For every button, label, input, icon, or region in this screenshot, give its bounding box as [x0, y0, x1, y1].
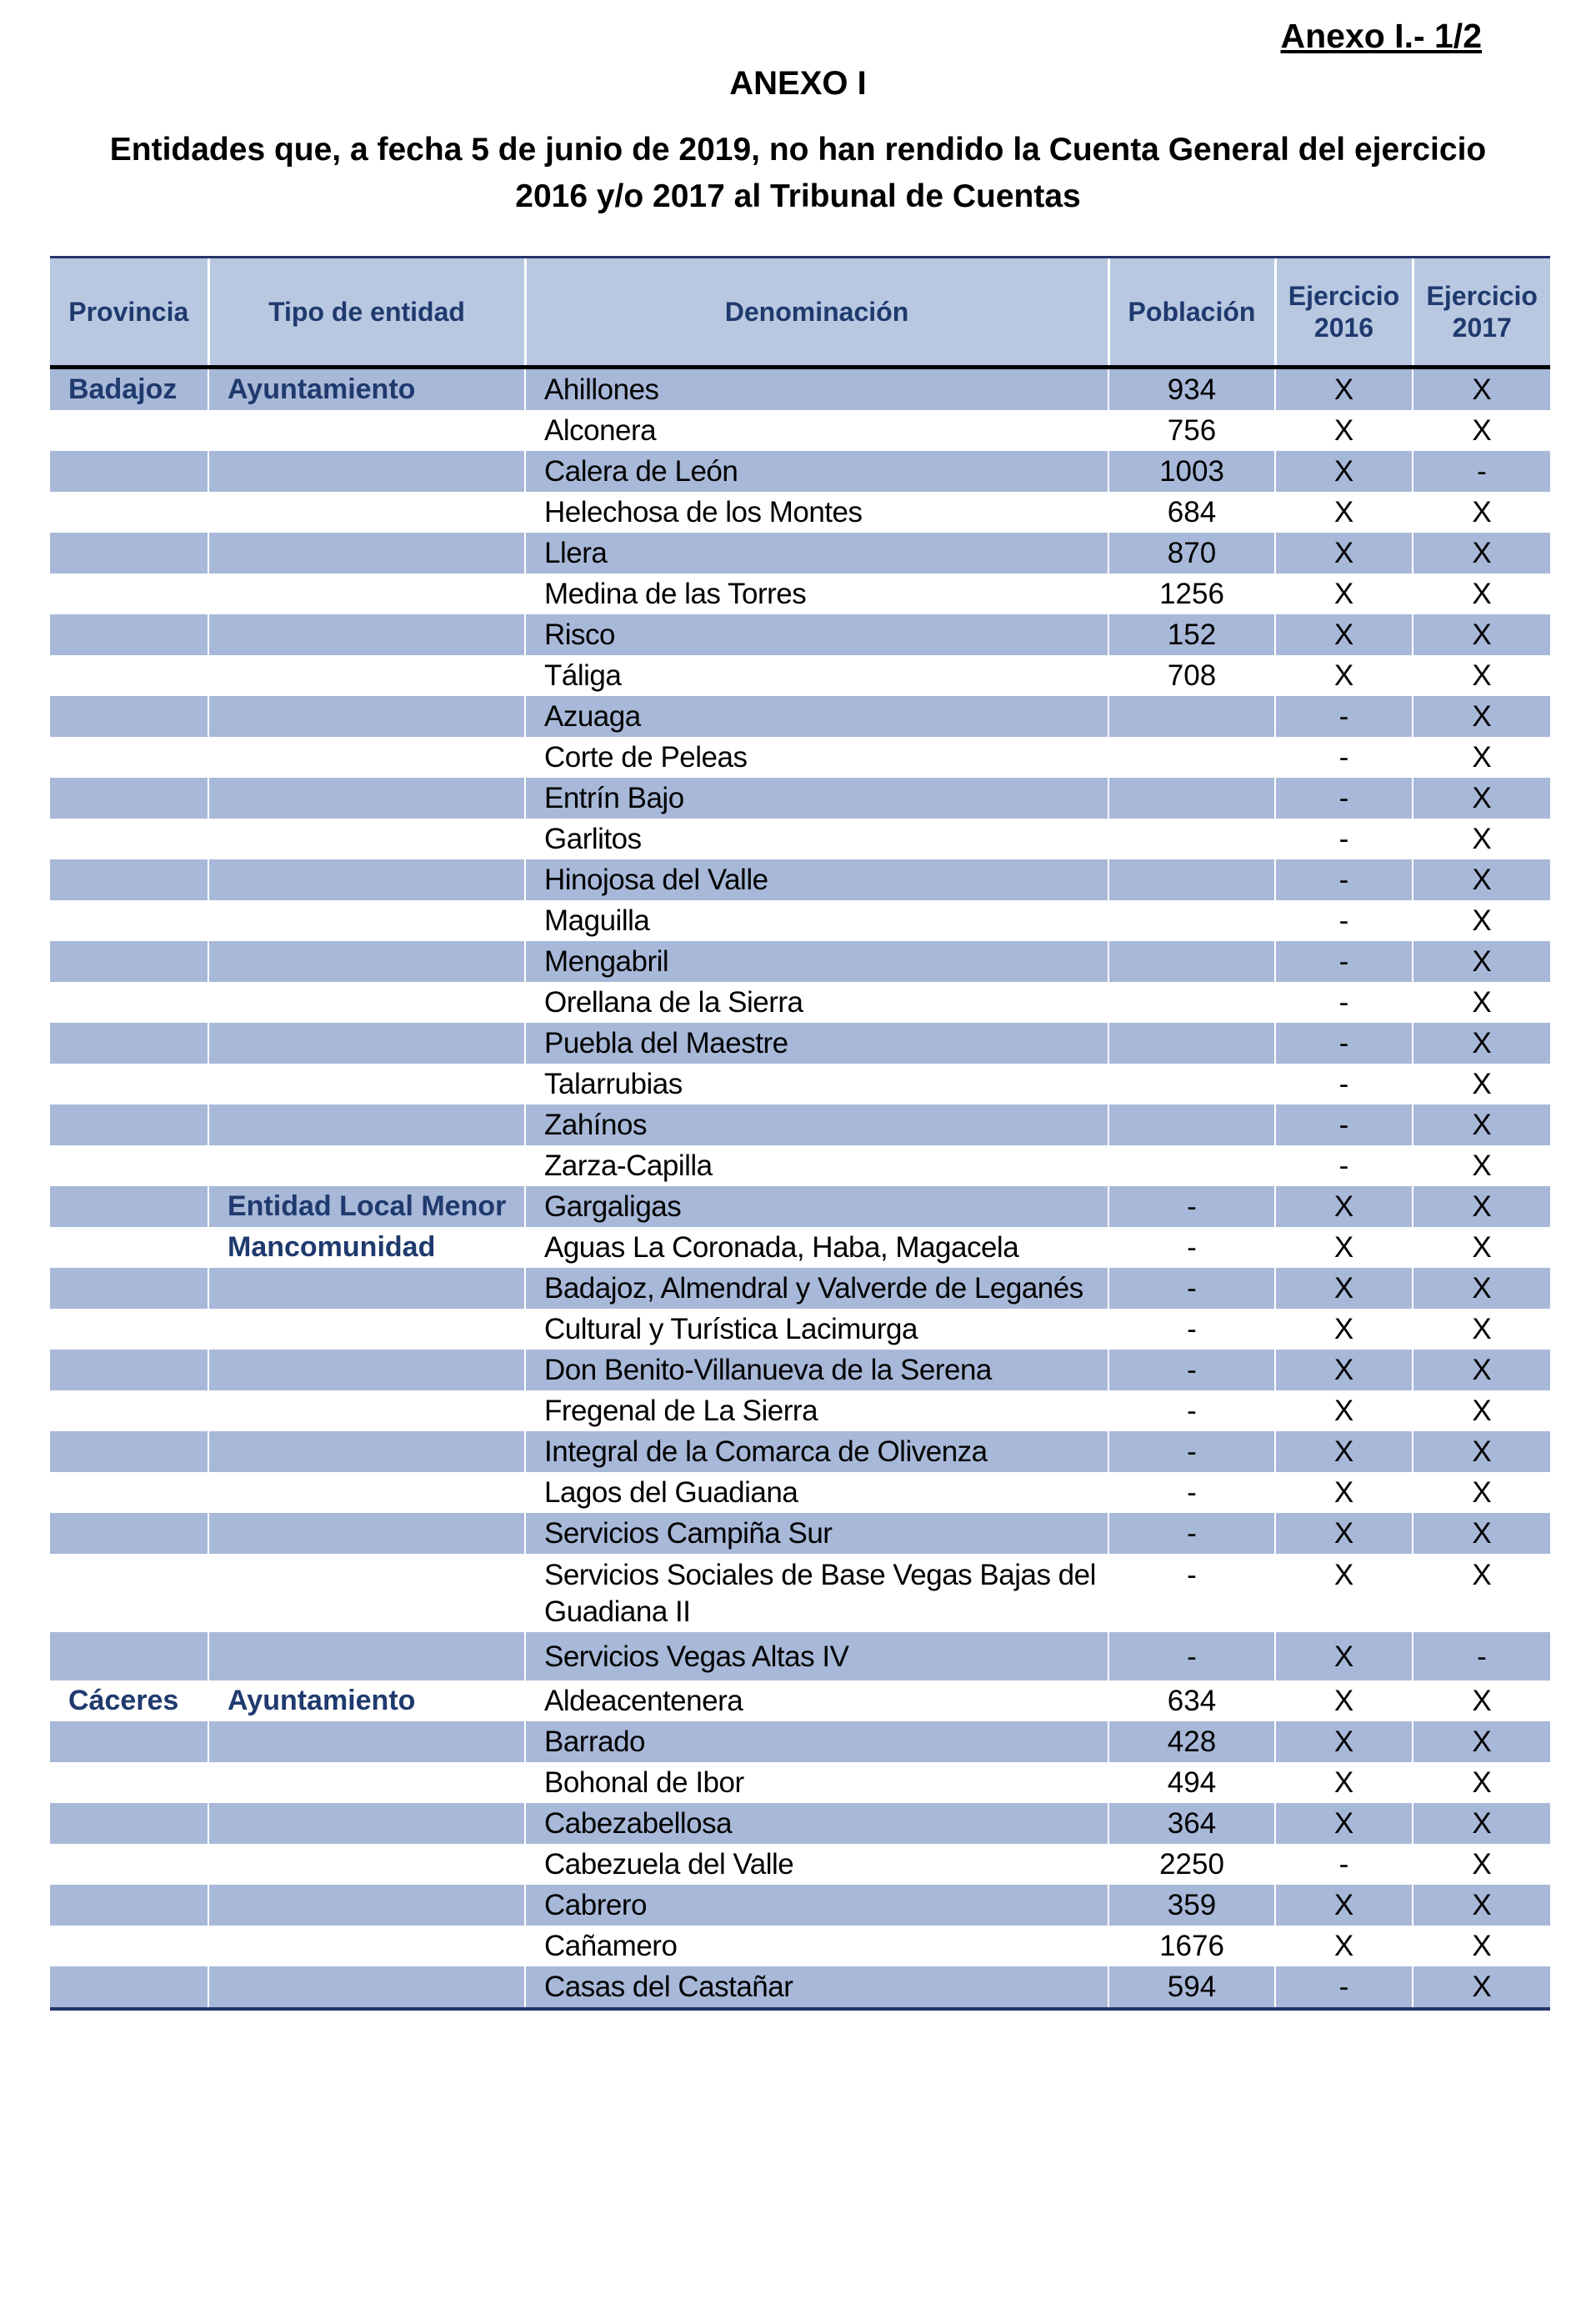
table-row — [50, 1472, 1550, 1513]
cell-ejercicio-2016: X — [1275, 1721, 1413, 1762]
cell-ejercicio-2016: X — [1275, 1268, 1413, 1309]
cell-tipo — [208, 819, 525, 859]
cell-poblacion: - — [1108, 1309, 1275, 1350]
column-header-ejercicio-2017-line2: 2017 — [1452, 313, 1512, 343]
cell-ejercicio-2017: X — [1413, 614, 1550, 655]
cell-ejercicio-2016: - — [1275, 696, 1413, 737]
cell-ejercicio-2017: X — [1413, 573, 1550, 614]
cell-denominacion: Mengabril — [525, 941, 1108, 982]
cell-ejercicio-2017: X — [1413, 696, 1550, 737]
cell-poblacion: - — [1108, 1472, 1275, 1513]
cell-poblacion: 684 — [1108, 492, 1275, 533]
cell-tipo — [208, 1268, 525, 1309]
cell-tipo — [208, 614, 525, 655]
cell-poblacion — [1108, 900, 1275, 941]
cell-ejercicio-2016: - — [1275, 941, 1413, 982]
cell-poblacion: 428 — [1108, 1721, 1275, 1762]
cell-poblacion: - — [1108, 1513, 1275, 1554]
cell-provincia — [50, 737, 208, 778]
cell-denominacion: Llera — [525, 533, 1108, 573]
cell-provincia — [50, 1309, 208, 1350]
cell-tipo — [208, 1350, 525, 1390]
cell-tipo — [208, 492, 525, 533]
cell-poblacion: 756 — [1108, 410, 1275, 451]
table-row — [50, 696, 1550, 737]
cell-ejercicio-2016: X — [1275, 1390, 1413, 1431]
table-row — [50, 737, 1550, 778]
cell-denominacion: Don Benito-Villanueva de la Serena — [525, 1350, 1108, 1390]
cell-denominacion: Zarza-Capilla — [525, 1145, 1108, 1186]
table-row — [50, 1632, 1550, 1680]
table-row — [50, 1844, 1550, 1885]
cell-poblacion: - — [1108, 1227, 1275, 1268]
cell-denominacion: Maguilla — [525, 900, 1108, 941]
cell-ejercicio-2016: X — [1275, 1554, 1413, 1632]
cell-tipo — [208, 1431, 525, 1472]
cell-tipo — [208, 1844, 525, 1885]
cell-ejercicio-2016: - — [1275, 1844, 1413, 1885]
cell-provincia — [50, 1632, 208, 1680]
cell-ejercicio-2016: X — [1275, 1803, 1413, 1844]
cell-poblacion: 1003 — [1108, 451, 1275, 492]
cell-denominacion: Cabrero — [525, 1885, 1108, 1926]
column-header-ejercicio-2016-line1: Ejercicio — [1288, 281, 1400, 311]
column-header-poblacion: Población — [1108, 258, 1275, 368]
cell-ejercicio-2016: X — [1275, 410, 1413, 451]
column-header-tipo: Tipo de entidad — [208, 258, 525, 368]
cell-provincia — [50, 1885, 208, 1926]
cell-provincia — [50, 1350, 208, 1390]
cell-denominacion: Azuaga — [525, 696, 1108, 737]
cell-denominacion: Lagos del Guadiana — [525, 1472, 1108, 1513]
cell-ejercicio-2016: X — [1275, 655, 1413, 696]
cell-tipo — [208, 1803, 525, 1844]
cell-tipo — [208, 1885, 525, 1926]
cell-poblacion: - — [1108, 1268, 1275, 1309]
cell-provincia — [50, 1227, 208, 1268]
cell-ejercicio-2016: - — [1275, 1064, 1413, 1104]
cell-denominacion: Alconera — [525, 410, 1108, 451]
cell-poblacion: 359 — [1108, 1885, 1275, 1926]
cell-ejercicio-2017: X — [1413, 1966, 1550, 2009]
cell-denominacion: Cabezabellosa — [525, 1803, 1108, 1844]
cell-ejercicio-2016: X — [1275, 1309, 1413, 1350]
cell-denominacion: Cañamero — [525, 1926, 1108, 1966]
cell-provincia — [50, 1064, 208, 1104]
cell-ejercicio-2017: X — [1413, 1472, 1550, 1513]
cell-ejercicio-2016: - — [1275, 900, 1413, 941]
table-row — [50, 1350, 1550, 1390]
cell-tipo — [208, 573, 525, 614]
cell-poblacion — [1108, 778, 1275, 819]
table-header — [50, 258, 1550, 368]
cell-ejercicio-2016: - — [1275, 1966, 1413, 2009]
cell-provincia — [50, 982, 208, 1023]
cell-provincia: Badajoz — [50, 368, 208, 411]
cell-poblacion: 708 — [1108, 655, 1275, 696]
cell-tipo — [208, 900, 525, 941]
cell-ejercicio-2016: X — [1275, 1513, 1413, 1554]
cell-provincia — [50, 1966, 208, 2009]
cell-denominacion: Risco — [525, 614, 1108, 655]
cell-poblacion: 594 — [1108, 1966, 1275, 2009]
cell-tipo — [208, 1721, 525, 1762]
cell-ejercicio-2016: - — [1275, 982, 1413, 1023]
cell-provincia — [50, 1554, 208, 1632]
cell-ejercicio-2017: X — [1413, 1309, 1550, 1350]
cell-ejercicio-2017: X — [1413, 1268, 1550, 1309]
cell-ejercicio-2017: X — [1413, 982, 1550, 1023]
cell-ejercicio-2017: X — [1413, 1762, 1550, 1803]
table-row — [50, 1104, 1550, 1145]
cell-ejercicio-2017: X — [1413, 533, 1550, 573]
column-header-provincia: Provincia — [50, 258, 208, 368]
cell-poblacion: 1676 — [1108, 1926, 1275, 1966]
cell-provincia — [50, 1844, 208, 1885]
cell-poblacion — [1108, 737, 1275, 778]
cell-ejercicio-2017: X — [1413, 737, 1550, 778]
cell-ejercicio-2016: - — [1275, 737, 1413, 778]
cell-provincia — [50, 655, 208, 696]
column-header-ejercicio-2017 — [1413, 258, 1550, 368]
cell-tipo: Entidad Local Menor — [208, 1186, 525, 1227]
cell-denominacion: Hinojosa del Valle — [525, 859, 1108, 900]
cell-ejercicio-2017: X — [1413, 1023, 1550, 1064]
cell-ejercicio-2017: X — [1413, 1390, 1550, 1431]
table-row — [50, 1966, 1550, 2009]
cell-provincia — [50, 1803, 208, 1844]
column-header-ejercicio-2017-line1: Ejercicio — [1426, 281, 1538, 311]
cell-ejercicio-2017: X — [1413, 1064, 1550, 1104]
cell-tipo — [208, 1104, 525, 1145]
cell-poblacion: 364 — [1108, 1803, 1275, 1844]
table-row — [50, 1513, 1550, 1554]
cell-poblacion — [1108, 982, 1275, 1023]
cell-tipo — [208, 410, 525, 451]
cell-ejercicio-2016: - — [1275, 1104, 1413, 1145]
cell-ejercicio-2017: X — [1413, 819, 1550, 859]
cell-ejercicio-2016: X — [1275, 1186, 1413, 1227]
table-row — [50, 368, 1550, 411]
cell-ejercicio-2016: X — [1275, 1926, 1413, 1966]
cell-provincia — [50, 1762, 208, 1803]
table-row — [50, 1309, 1550, 1350]
cell-tipo — [208, 1926, 525, 1966]
cell-ejercicio-2017: X — [1413, 1680, 1550, 1721]
cell-denominacion: Corte de Peleas — [525, 737, 1108, 778]
cell-ejercicio-2016: X — [1275, 1227, 1413, 1268]
cell-provincia: Cáceres — [50, 1680, 208, 1721]
cell-denominacion: Entrín Bajo — [525, 778, 1108, 819]
cell-ejercicio-2017: - — [1413, 451, 1550, 492]
cell-provincia — [50, 819, 208, 859]
cell-ejercicio-2017: X — [1413, 1885, 1550, 1926]
cell-denominacion: Garlitos — [525, 819, 1108, 859]
cell-provincia — [50, 614, 208, 655]
cell-tipo — [208, 1472, 525, 1513]
cell-tipo — [208, 655, 525, 696]
cell-denominacion: Calera de León — [525, 451, 1108, 492]
page-title: ANEXO I — [729, 65, 867, 102]
cell-poblacion — [1108, 1145, 1275, 1186]
cell-tipo — [208, 1762, 525, 1803]
cell-denominacion: Puebla del Maestre — [525, 1023, 1108, 1064]
cell-provincia — [50, 533, 208, 573]
cell-ejercicio-2016: - — [1275, 1145, 1413, 1186]
cell-denominacion: Talarrubias — [525, 1064, 1108, 1104]
table-row — [50, 859, 1550, 900]
table-row — [50, 778, 1550, 819]
cell-ejercicio-2017: X — [1413, 1186, 1550, 1227]
cell-poblacion: 494 — [1108, 1762, 1275, 1803]
cell-ejercicio-2017: X — [1413, 859, 1550, 900]
cell-ejercicio-2017: X — [1413, 1513, 1550, 1554]
cell-tipo: Mancomunidad — [208, 1227, 525, 1268]
cell-provincia — [50, 941, 208, 982]
table-row — [50, 941, 1550, 982]
cell-provincia — [50, 1926, 208, 1966]
cell-poblacion: - — [1108, 1186, 1275, 1227]
cell-tipo — [208, 696, 525, 737]
cell-ejercicio-2017: X — [1413, 1227, 1550, 1268]
cell-poblacion: 934 — [1108, 368, 1275, 411]
column-header-ejercicio-2016-line2: 2016 — [1313, 313, 1374, 343]
table-row — [50, 533, 1550, 573]
cell-provincia — [50, 1104, 208, 1145]
cell-ejercicio-2016: - — [1275, 1023, 1413, 1064]
cell-poblacion: - — [1108, 1431, 1275, 1472]
cell-ejercicio-2017: X — [1413, 1721, 1550, 1762]
cell-tipo — [208, 941, 525, 982]
cell-tipo — [208, 451, 525, 492]
cell-provincia — [50, 410, 208, 451]
cell-poblacion: 2250 — [1108, 1844, 1275, 1885]
table-row — [50, 451, 1550, 492]
cell-tipo: Ayuntamiento — [208, 1680, 525, 1721]
cell-tipo — [208, 737, 525, 778]
cell-ejercicio-2017: X — [1413, 900, 1550, 941]
cell-provincia — [50, 1721, 208, 1762]
cell-ejercicio-2017: X — [1413, 1803, 1550, 1844]
cell-denominacion: Casas del Castañar — [525, 1966, 1108, 2009]
table-row — [50, 492, 1550, 533]
cell-ejercicio-2017: X — [1413, 1350, 1550, 1390]
cell-tipo — [208, 1023, 525, 1064]
cell-denominacion: Cultural y Turística Lacimurga — [525, 1309, 1108, 1350]
annex-reference: Anexo I.- 1/2 — [1280, 17, 1482, 55]
cell-ejercicio-2016: X — [1275, 573, 1413, 614]
cell-ejercicio-2016: X — [1275, 1472, 1413, 1513]
cell-ejercicio-2017: X — [1413, 410, 1550, 451]
cell-denominacion: Bohonal de Ibor — [525, 1762, 1108, 1803]
cell-tipo — [208, 1390, 525, 1431]
cell-denominacion: Aguas La Coronada, Haba, Magacela — [525, 1227, 1108, 1268]
table-row — [50, 1145, 1550, 1186]
cell-ejercicio-2017: X — [1413, 1554, 1550, 1632]
cell-poblacion: 634 — [1108, 1680, 1275, 1721]
cell-ejercicio-2016: - — [1275, 819, 1413, 859]
cell-ejercicio-2016: X — [1275, 1431, 1413, 1472]
cell-ejercicio-2016: X — [1275, 614, 1413, 655]
cell-ejercicio-2016: X — [1275, 368, 1413, 411]
cell-ejercicio-2017: X — [1413, 1844, 1550, 1885]
cell-ejercicio-2016: X — [1275, 1680, 1413, 1721]
cell-tipo — [208, 778, 525, 819]
cell-ejercicio-2016: - — [1275, 778, 1413, 819]
cell-provincia — [50, 451, 208, 492]
entities-table — [50, 256, 1550, 2011]
cell-ejercicio-2016: X — [1275, 451, 1413, 492]
cell-denominacion: Orellana de la Sierra — [525, 982, 1108, 1023]
cell-tipo — [208, 982, 525, 1023]
cell-provincia — [50, 696, 208, 737]
cell-provincia — [50, 1268, 208, 1309]
cell-provincia — [50, 1023, 208, 1064]
cell-ejercicio-2017: X — [1413, 1104, 1550, 1145]
cell-provincia — [50, 1431, 208, 1472]
table-row — [50, 819, 1550, 859]
cell-provincia — [50, 1513, 208, 1554]
cell-denominacion: Aldeacentenera — [525, 1680, 1108, 1721]
table-row — [50, 982, 1550, 1023]
cell-tipo — [208, 1064, 525, 1104]
table-row — [50, 1268, 1550, 1309]
cell-ejercicio-2017: X — [1413, 655, 1550, 696]
table-row — [50, 1885, 1550, 1926]
cell-ejercicio-2017: X — [1413, 1145, 1550, 1186]
cell-poblacion — [1108, 1104, 1275, 1145]
cell-ejercicio-2017: X — [1413, 1431, 1550, 1472]
table-row — [50, 573, 1550, 614]
cell-tipo — [208, 1632, 525, 1680]
cell-provincia — [50, 573, 208, 614]
cell-poblacion: - — [1108, 1554, 1275, 1632]
table-row — [50, 1023, 1550, 1064]
table-row — [50, 1680, 1550, 1721]
table-row — [50, 1762, 1550, 1803]
cell-denominacion: Zahínos — [525, 1104, 1108, 1145]
cell-ejercicio-2017: X — [1413, 368, 1550, 411]
table-body — [50, 368, 1550, 2010]
cell-tipo — [208, 1309, 525, 1350]
cell-ejercicio-2017: X — [1413, 492, 1550, 533]
cell-ejercicio-2016: X — [1275, 492, 1413, 533]
table-row — [50, 1803, 1550, 1844]
cell-tipo — [208, 1513, 525, 1554]
cell-denominacion: Táliga — [525, 655, 1108, 696]
cell-poblacion — [1108, 859, 1275, 900]
table-row — [50, 1227, 1550, 1268]
cell-ejercicio-2017: X — [1413, 778, 1550, 819]
table-row — [50, 1431, 1550, 1472]
cell-denominacion: Ahillones — [525, 368, 1108, 411]
page-subtitle: Entidades que, a fecha 5 de junio de 2019, no han rendido la Cuenta General del ejercicio 2016 y/o 2017 al Tribunal de Cuentas — [109, 132, 1487, 214]
cell-denominacion: Integral de la Comarca de Olivenza — [525, 1431, 1108, 1472]
cell-tipo — [208, 1966, 525, 2009]
cell-tipo — [208, 1145, 525, 1186]
cell-ejercicio-2016: X — [1275, 1350, 1413, 1390]
table-row — [50, 1926, 1550, 1966]
cell-ejercicio-2016: X — [1275, 1632, 1413, 1680]
cell-tipo — [208, 859, 525, 900]
cell-poblacion: - — [1108, 1632, 1275, 1680]
table-row — [50, 1721, 1550, 1762]
cell-poblacion: - — [1108, 1390, 1275, 1431]
cell-denominacion: Cabezuela del Valle — [525, 1844, 1108, 1885]
cell-denominacion: Medina de las Torres — [525, 573, 1108, 614]
cell-provincia — [50, 1186, 208, 1227]
table-row — [50, 1064, 1550, 1104]
cell-ejercicio-2017: X — [1413, 941, 1550, 982]
table-row — [50, 614, 1550, 655]
column-header-denominacion: Denominación — [525, 258, 1108, 368]
cell-denominacion: Badajoz, Almendral y Valverde de Leganés — [525, 1268, 1108, 1309]
table-row — [50, 410, 1550, 451]
cell-ejercicio-2016: - — [1275, 859, 1413, 900]
cell-ejercicio-2016: X — [1275, 1885, 1413, 1926]
cell-ejercicio-2016: X — [1275, 1762, 1413, 1803]
cell-denominacion: Servicios Campiña Sur — [525, 1513, 1108, 1554]
table-row — [50, 1186, 1550, 1227]
cell-poblacion: 870 — [1108, 533, 1275, 573]
cell-provincia — [50, 1145, 208, 1186]
cell-tipo — [208, 1554, 525, 1632]
cell-poblacion: 152 — [1108, 614, 1275, 655]
cell-poblacion — [1108, 696, 1275, 737]
cell-poblacion: - — [1108, 1350, 1275, 1390]
cell-denominacion: Servicios Sociales de Base Vegas Bajas del Guadiana II — [525, 1554, 1108, 1632]
cell-poblacion: 1256 — [1108, 573, 1275, 614]
cell-provincia — [50, 1390, 208, 1431]
cell-provincia — [50, 778, 208, 819]
cell-provincia — [50, 859, 208, 900]
cell-poblacion — [1108, 1064, 1275, 1104]
cell-denominacion: Fregenal de La Sierra — [525, 1390, 1108, 1431]
cell-poblacion — [1108, 819, 1275, 859]
table-row — [50, 1554, 1550, 1632]
cell-denominacion: Servicios Vegas Altas IV — [525, 1632, 1108, 1680]
table-row — [50, 655, 1550, 696]
cell-tipo: Ayuntamiento — [208, 368, 525, 411]
cell-provincia — [50, 900, 208, 941]
cell-poblacion — [1108, 941, 1275, 982]
cell-ejercicio-2017: - — [1413, 1632, 1550, 1680]
cell-provincia — [50, 1472, 208, 1513]
table-row — [50, 900, 1550, 941]
column-header-ejercicio-2016 — [1275, 258, 1413, 368]
cell-denominacion: Barrado — [525, 1721, 1108, 1762]
cell-poblacion — [1108, 1023, 1275, 1064]
table-row — [50, 1390, 1550, 1431]
cell-ejercicio-2016: X — [1275, 533, 1413, 573]
cell-provincia — [50, 492, 208, 533]
cell-denominacion: Helechosa de los Montes — [525, 492, 1108, 533]
cell-ejercicio-2017: X — [1413, 1926, 1550, 1966]
cell-tipo — [208, 533, 525, 573]
cell-denominacion: Gargaligas — [525, 1186, 1108, 1227]
